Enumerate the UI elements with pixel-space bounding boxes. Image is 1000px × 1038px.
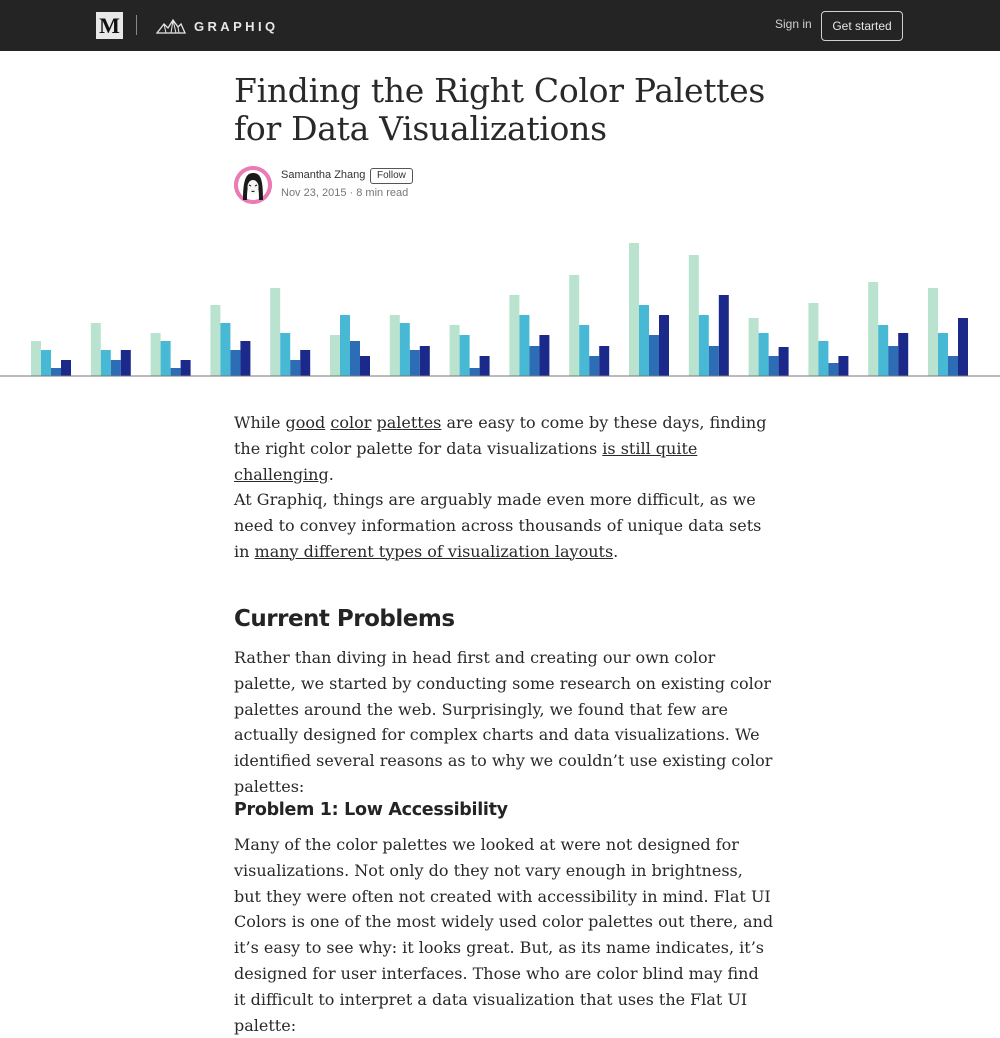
author-avatar[interactable] — [234, 166, 272, 204]
chart-bar-14-s2 — [818, 341, 828, 376]
chart-bar-5-s4 — [300, 350, 310, 376]
chart-bar-13-s2 — [759, 333, 769, 376]
chart-bar-7-s2 — [400, 323, 410, 376]
chart-bar-16-s2 — [938, 333, 948, 376]
chart-bar-7-s1 — [390, 315, 400, 376]
get-started-button[interactable]: Get started — [821, 11, 903, 41]
author-name[interactable]: Samantha Zhang — [281, 169, 366, 181]
chart-bar-3-s2 — [161, 341, 171, 376]
chart-bar-12-s2 — [699, 315, 709, 376]
palettes-link[interactable]: palettes — [376, 413, 442, 432]
chart-bar-3-s3 — [171, 368, 181, 376]
chart-bar-13-s4 — [779, 347, 789, 376]
chart-bar-8-s2 — [460, 335, 470, 376]
chart-bar-3-s4 — [181, 360, 191, 376]
color-link[interactable]: color — [330, 413, 372, 432]
graphiq-paragraph: At Graphiq, things are arguably made even more difficult, as we need to convey information across thousands of unique data sets in many different types of visualization layouts. — [234, 490, 762, 561]
read-time: 8 min read — [356, 187, 409, 199]
chart-bar-2-s4 — [121, 350, 131, 376]
chart-bar-9-s4 — [539, 335, 549, 376]
chart-bar-1-s1 — [31, 341, 41, 376]
chart-bar-15-s3 — [888, 346, 898, 376]
research-paragraph: Rather than diving in head first and creating our own color palette, we started by conducting some research on existing color palettes around the web. Surprisingly, we found that few are actually designed for complex charts and data visualizations. We identified several reasons as to why we couldn’t use existing color palettes: — [234, 648, 773, 796]
chart-bar-14-s3 — [828, 363, 838, 376]
chart-bar-5-s1 — [270, 288, 280, 376]
graphiq-logo-icon — [156, 18, 186, 34]
chart-bar-1-s3 — [51, 368, 61, 376]
publication-brand[interactable] — [156, 16, 278, 36]
chart-bar-13-s3 — [769, 356, 779, 376]
accessibility-paragraph: Many of the color palettes we looked at were not designed for visualizations. Not only do they not vary enough in brightness, but they were often not created with accessibility in mind. Flat UI Colors is one of the most widely used color palettes out there, and it’s easy to see why: it looks great. But, as its name indicates, it’s designed for user interfaces. Those who are color blind may find it difficult to interpret a data visualization that uses the Flat UI palette: — [234, 835, 774, 1035]
chart-bar-14-s1 — [808, 303, 818, 376]
subsection-heading-low-accessibility: Problem 1: Low Accessibility — [234, 800, 508, 820]
chart-bar-8-s1 — [450, 325, 460, 376]
chart-bar-10-s4 — [599, 346, 609, 376]
chart-bar-12-s1 — [689, 255, 699, 376]
chart-bar-11-s4 — [659, 315, 669, 376]
medium-logo[interactable]: M — [96, 12, 123, 39]
chart-bar-9-s3 — [529, 346, 539, 376]
chart-bar-8-s3 — [470, 368, 480, 376]
chart-bar-7-s3 — [410, 350, 420, 376]
chart-bar-4-s1 — [210, 305, 220, 376]
chart-bar-5-s3 — [290, 360, 300, 376]
chart-bar-16-s4 — [958, 318, 968, 376]
chart-bar-4-s4 — [240, 341, 250, 376]
chart-bar-8-s4 — [480, 356, 490, 376]
chart-bar-15-s1 — [868, 282, 878, 376]
chart-bar-1-s2 — [41, 350, 51, 376]
chart-bar-13-s1 — [749, 318, 759, 376]
intro-paragraph: While good color palettes are easy to come by these days, finding the right color palette for data visualizations is still quite challenging. — [234, 413, 767, 484]
follow-button[interactable]: Follow — [370, 168, 413, 184]
chart-bar-15-s4 — [898, 333, 908, 376]
avatar-portrait-icon — [234, 166, 272, 204]
chart-bar-2-s1 — [91, 323, 101, 376]
chart-bar-11-s1 — [629, 243, 639, 376]
article-title: Finding the Right Color Palettes for Data Visualizations — [234, 71, 765, 148]
chart-bar-10-s3 — [589, 356, 599, 376]
chart-bar-2-s2 — [101, 350, 111, 376]
chart-bar-9-s2 — [519, 315, 529, 376]
chart-bar-16-s1 — [928, 288, 938, 376]
chart-bar-4-s3 — [230, 350, 240, 376]
chart-bar-1-s4 — [61, 360, 71, 376]
header-bar-chart — [0, 232, 1000, 382]
chart-bar-6-s1 — [330, 335, 340, 376]
chart-bar-11-s3 — [649, 335, 659, 376]
section-heading-current-problems: Current Problems — [234, 606, 455, 632]
chart-bar-4-s2 — [220, 323, 230, 376]
chart-bar-14-s4 — [838, 356, 848, 376]
chart-bar-15-s2 — [878, 325, 888, 376]
chart-bar-12-s4 — [719, 295, 729, 376]
meta-separator: · — [349, 187, 357, 199]
chart-bar-6-s3 — [350, 341, 360, 376]
top-navigation-bar — [0, 0, 1000, 51]
logo-divider — [136, 15, 137, 35]
publish-date: Nov 23, 2015 — [281, 187, 347, 199]
brand-name: GRAPHIQ — [194, 18, 279, 34]
visualization-layouts-link[interactable]: many different types of visualization layouts — [254, 541, 614, 561]
still-challenging-link[interactable]: is still quite challenging — [234, 438, 698, 484]
article-meta — [281, 187, 408, 199]
chart-bar-2-s3 — [111, 360, 121, 376]
chart-bar-5-s2 — [280, 333, 290, 376]
chart-bar-10-s2 — [579, 325, 589, 376]
chart-bar-7-s4 — [420, 346, 430, 376]
chart-bar-3-s1 — [151, 333, 161, 376]
chart-bar-6-s2 — [340, 315, 350, 376]
chart-bar-11-s2 — [639, 305, 649, 376]
good-link[interactable]: good — [285, 413, 326, 432]
sign-in-link[interactable]: Sign in — [775, 17, 812, 31]
chart-bar-16-s3 — [948, 356, 958, 376]
chart-bar-9-s1 — [509, 295, 519, 376]
chart-bar-6-s4 — [360, 356, 370, 376]
chart-bar-12-s3 — [709, 346, 719, 376]
chart-bar-10-s1 — [569, 275, 579, 376]
